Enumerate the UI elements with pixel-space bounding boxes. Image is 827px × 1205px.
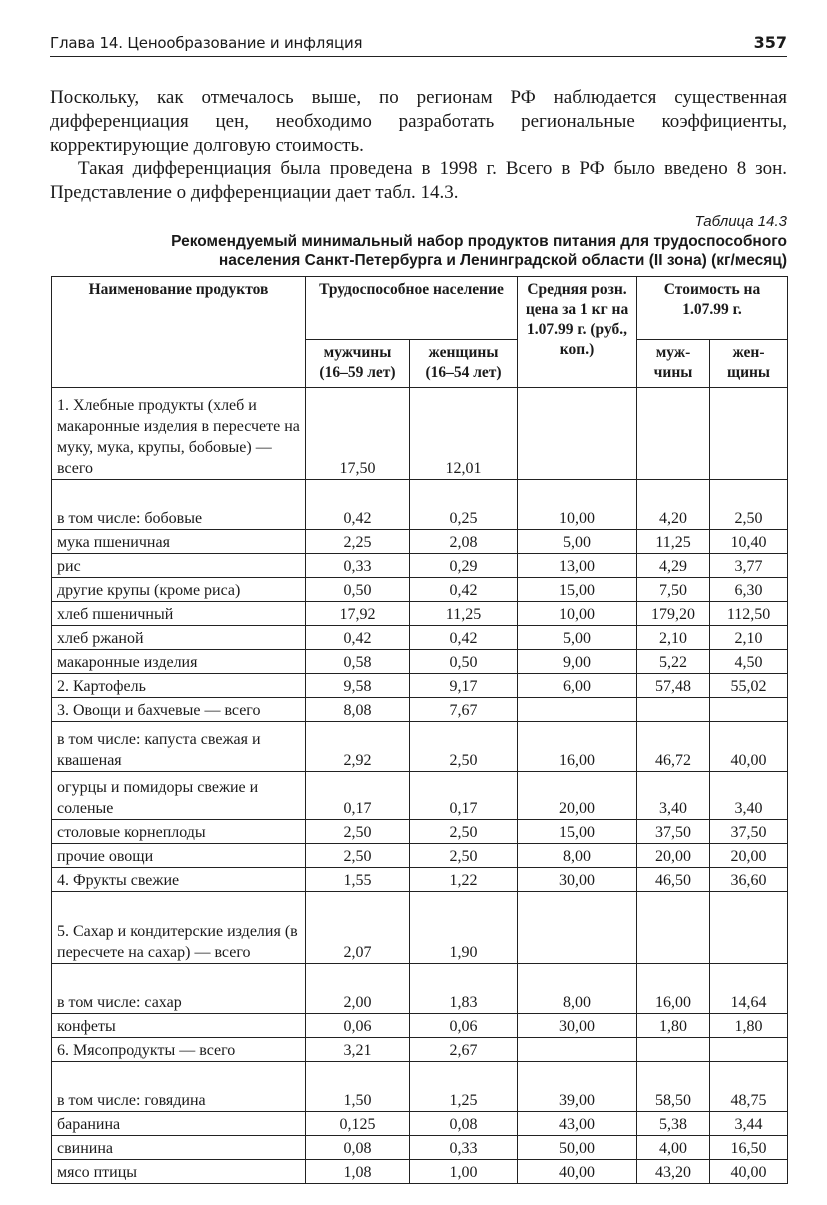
- women-qty-cell: 0,25: [410, 480, 518, 530]
- product-name-cell: другие крупы (кроме риса): [52, 578, 306, 602]
- table-row: [52, 698, 788, 722]
- price-cell: 9,00: [518, 650, 637, 674]
- page-number: 357: [753, 33, 787, 52]
- price-cell: 5,00: [518, 530, 637, 554]
- price-cell: 40,00: [518, 1160, 637, 1184]
- cost-men-cell: 4,20: [637, 480, 710, 530]
- men-qty-cell: 2,25: [306, 530, 410, 554]
- price-cell: [518, 1038, 637, 1062]
- cost-men-cell: 179,20: [637, 602, 710, 626]
- product-name-cell: огурцы и помидоры свежие и соленые: [52, 772, 306, 820]
- cost-women-cell: 14,64: [710, 964, 788, 1014]
- cost-men-cell: 2,10: [637, 626, 710, 650]
- cost-women-cell: [710, 698, 788, 722]
- product-name-cell: рис: [52, 554, 306, 578]
- chapter-title: Глава 14. Ценообразование и инфляция: [50, 34, 363, 52]
- product-name-cell: свинина: [52, 1136, 306, 1160]
- men-qty-cell: 3,21: [306, 1038, 410, 1062]
- cost-women-cell: [710, 1038, 788, 1062]
- price-cell: 13,00: [518, 554, 637, 578]
- men-qty-cell: 17,50: [306, 388, 410, 480]
- price-cell: 6,00: [518, 674, 637, 698]
- header-cost-men: муж-чины: [637, 340, 710, 388]
- table-row: [52, 844, 788, 868]
- men-qty-cell: 0,17: [306, 772, 410, 820]
- cost-women-cell: 20,00: [710, 844, 788, 868]
- cost-men-cell: [637, 892, 710, 964]
- price-cell: 30,00: [518, 868, 637, 892]
- cost-women-cell: 16,50: [710, 1136, 788, 1160]
- cost-women-cell: 2,10: [710, 626, 788, 650]
- header-women: женщины (16–54 лет): [410, 340, 518, 388]
- men-qty-cell: 1,08: [306, 1160, 410, 1184]
- women-qty-cell: 0,17: [410, 772, 518, 820]
- table-row: [52, 1062, 788, 1112]
- table-row: [52, 554, 788, 578]
- cost-men-cell: 43,20: [637, 1160, 710, 1184]
- women-qty-cell: 0,42: [410, 626, 518, 650]
- cost-men-cell: [637, 388, 710, 480]
- table-label: Таблица 14.3: [694, 213, 787, 230]
- cost-men-cell: 4,29: [637, 554, 710, 578]
- product-name-cell: в том числе: капуста свежая и квашеная: [52, 722, 306, 772]
- women-qty-cell: 0,50: [410, 650, 518, 674]
- women-qty-cell: 1,00: [410, 1160, 518, 1184]
- price-cell: 50,00: [518, 1136, 637, 1160]
- product-name-cell: столовые корнеплоды: [52, 820, 306, 844]
- women-qty-cell: 12,01: [410, 388, 518, 480]
- header-name: Наименование продуктов: [52, 277, 306, 388]
- cost-men-cell: 4,00: [637, 1136, 710, 1160]
- cost-women-cell: [710, 892, 788, 964]
- price-cell: [518, 892, 637, 964]
- cost-men-cell: [637, 698, 710, 722]
- product-name-cell: в том числе: сахар: [52, 964, 306, 1014]
- product-name-cell: 3. Овощи и бахчевые — всего: [52, 698, 306, 722]
- men-qty-cell: 0,125: [306, 1112, 410, 1136]
- header-price: Средняя розн. цена за 1 кг на 1.07.99 г. (руб., коп.): [518, 277, 637, 388]
- women-qty-cell: 7,67: [410, 698, 518, 722]
- men-qty-cell: 0,58: [306, 650, 410, 674]
- price-cell: 8,00: [518, 964, 637, 1014]
- price-cell: [518, 388, 637, 480]
- men-qty-cell: 2,50: [306, 844, 410, 868]
- header-men: мужчины (16–59 лет): [306, 340, 410, 388]
- cost-women-cell: 4,50: [710, 650, 788, 674]
- product-name-cell: хлеб ржаной: [52, 626, 306, 650]
- women-qty-cell: 2,50: [410, 722, 518, 772]
- cost-men-cell: 16,00: [637, 964, 710, 1014]
- men-qty-cell: 2,07: [306, 892, 410, 964]
- cost-men-cell: 37,50: [637, 820, 710, 844]
- price-cell: 10,00: [518, 480, 637, 530]
- men-qty-cell: 0,33: [306, 554, 410, 578]
- cost-women-cell: 112,50: [710, 602, 788, 626]
- cost-men-cell: 46,72: [637, 722, 710, 772]
- cost-women-cell: 37,50: [710, 820, 788, 844]
- women-qty-cell: 11,25: [410, 602, 518, 626]
- men-qty-cell: 17,92: [306, 602, 410, 626]
- women-qty-cell: 0,06: [410, 1014, 518, 1038]
- price-cell: [518, 698, 637, 722]
- table-row: [52, 602, 788, 626]
- product-name-cell: в том числе: говядина: [52, 1062, 306, 1112]
- men-qty-cell: 8,08: [306, 698, 410, 722]
- table-row: [52, 674, 788, 698]
- product-name-cell: макаронные изделия: [52, 650, 306, 674]
- women-qty-cell: 1,22: [410, 868, 518, 892]
- cost-women-cell: [710, 388, 788, 480]
- women-qty-cell: 2,08: [410, 530, 518, 554]
- table-row: [52, 1136, 788, 1160]
- price-cell: 8,00: [518, 844, 637, 868]
- table-row: [52, 964, 788, 1014]
- women-qty-cell: 1,90: [410, 892, 518, 964]
- cost-women-cell: 3,40: [710, 772, 788, 820]
- table-row: [52, 820, 788, 844]
- price-cell: 16,00: [518, 722, 637, 772]
- cost-women-cell: 3,44: [710, 1112, 788, 1136]
- table-row: [52, 530, 788, 554]
- table-row: [52, 626, 788, 650]
- food-basket-table: [51, 276, 788, 1184]
- women-qty-cell: 0,33: [410, 1136, 518, 1160]
- paragraph: Такая дифференциация была проведена в 1998 г. Всего в РФ было введено 8 зон. Представление о дифференциации дает табл. 14.3.: [50, 158, 787, 203]
- men-qty-cell: 0,50: [306, 578, 410, 602]
- table-row: [52, 388, 788, 480]
- table-row: [52, 480, 788, 530]
- women-qty-cell: 2,50: [410, 844, 518, 868]
- product-name-cell: прочие овощи: [52, 844, 306, 868]
- women-qty-cell: 0,29: [410, 554, 518, 578]
- cost-women-cell: 6,30: [710, 578, 788, 602]
- men-qty-cell: 9,58: [306, 674, 410, 698]
- table-row: [52, 1160, 788, 1184]
- table-row: [52, 1038, 788, 1062]
- product-name-cell: 1. Хлебные продукты (хлеб и макаронные изделия в пересчете на муку, мука, крупы, бобовые) — всего: [52, 388, 306, 480]
- price-cell: 15,00: [518, 578, 637, 602]
- cost-women-cell: 48,75: [710, 1062, 788, 1112]
- product-name-cell: мясо птицы: [52, 1160, 306, 1184]
- table-row: [52, 722, 788, 772]
- cost-men-cell: 58,50: [637, 1062, 710, 1112]
- women-qty-cell: 1,83: [410, 964, 518, 1014]
- table-row: [52, 578, 788, 602]
- table-row: [52, 1014, 788, 1038]
- cost-men-cell: 5,38: [637, 1112, 710, 1136]
- price-cell: 10,00: [518, 602, 637, 626]
- cost-men-cell: [637, 1038, 710, 1062]
- cost-men-cell: 3,40: [637, 772, 710, 820]
- cost-men-cell: 7,50: [637, 578, 710, 602]
- cost-women-cell: 40,00: [710, 1160, 788, 1184]
- product-name-cell: в том числе: бобовые: [52, 480, 306, 530]
- men-qty-cell: 1,50: [306, 1062, 410, 1112]
- cost-women-cell: 36,60: [710, 868, 788, 892]
- price-cell: 43,00: [518, 1112, 637, 1136]
- header-cost-women: жен-щины: [710, 340, 788, 388]
- cost-women-cell: 2,50: [710, 480, 788, 530]
- table-row: [52, 892, 788, 964]
- women-qty-cell: 2,50: [410, 820, 518, 844]
- price-cell: 20,00: [518, 772, 637, 820]
- men-qty-cell: 0,08: [306, 1136, 410, 1160]
- cost-men-cell: 46,50: [637, 868, 710, 892]
- cost-men-cell: 5,22: [637, 650, 710, 674]
- running-head: [50, 34, 787, 57]
- price-cell: 5,00: [518, 626, 637, 650]
- table-row: [52, 1112, 788, 1136]
- price-cell: 15,00: [518, 820, 637, 844]
- cost-women-cell: 1,80: [710, 1014, 788, 1038]
- men-qty-cell: 2,92: [306, 722, 410, 772]
- cost-men-cell: 20,00: [637, 844, 710, 868]
- cost-women-cell: 10,40: [710, 530, 788, 554]
- cost-women-cell: 3,77: [710, 554, 788, 578]
- product-name-cell: мука пшеничная: [52, 530, 306, 554]
- women-qty-cell: 1,25: [410, 1062, 518, 1112]
- product-name-cell: 5. Сахар и кондитерские изделия (в пересчете на сахар) — всего: [52, 892, 306, 964]
- men-qty-cell: 1,55: [306, 868, 410, 892]
- cost-women-cell: 40,00: [710, 722, 788, 772]
- men-qty-cell: 0,06: [306, 1014, 410, 1038]
- price-cell: 30,00: [518, 1014, 637, 1038]
- product-name-cell: конфеты: [52, 1014, 306, 1038]
- men-qty-cell: 0,42: [306, 480, 410, 530]
- product-name-cell: 2. Картофель: [52, 674, 306, 698]
- women-qty-cell: 0,42: [410, 578, 518, 602]
- table-row: [52, 650, 788, 674]
- header-cost: Стоимость на 1.07.99 г.: [637, 277, 788, 340]
- cost-men-cell: 1,80: [637, 1014, 710, 1038]
- cost-men-cell: 11,25: [637, 530, 710, 554]
- women-qty-cell: 2,67: [410, 1038, 518, 1062]
- women-qty-cell: 0,08: [410, 1112, 518, 1136]
- header-working-population: Трудоспособное население: [306, 277, 518, 340]
- men-qty-cell: 2,00: [306, 964, 410, 1014]
- product-name-cell: баранина: [52, 1112, 306, 1136]
- product-name-cell: 4. Фрукты свежие: [52, 868, 306, 892]
- cost-men-cell: 57,48: [637, 674, 710, 698]
- table-row: [52, 868, 788, 892]
- men-qty-cell: 0,42: [306, 626, 410, 650]
- table-title: Рекомендуемый минимальный набор продуктов питания для трудоспособного населения Санкт-Петербурга и Ленинградской области (II зона) (кг/месяц): [171, 233, 787, 269]
- paragraph: Поскольку, как отмечалось выше, по регионам РФ наблюдается существенная дифференциация цен, необходимо разработать региональные коэффициенты, корректирующие долговую стоимость.: [50, 87, 787, 156]
- product-name-cell: хлеб пшеничный: [52, 602, 306, 626]
- women-qty-cell: 9,17: [410, 674, 518, 698]
- product-name-cell: 6. Мясопродукты — всего: [52, 1038, 306, 1062]
- price-cell: 39,00: [518, 1062, 637, 1112]
- men-qty-cell: 2,50: [306, 820, 410, 844]
- table-row: [52, 772, 788, 820]
- cost-women-cell: 55,02: [710, 674, 788, 698]
